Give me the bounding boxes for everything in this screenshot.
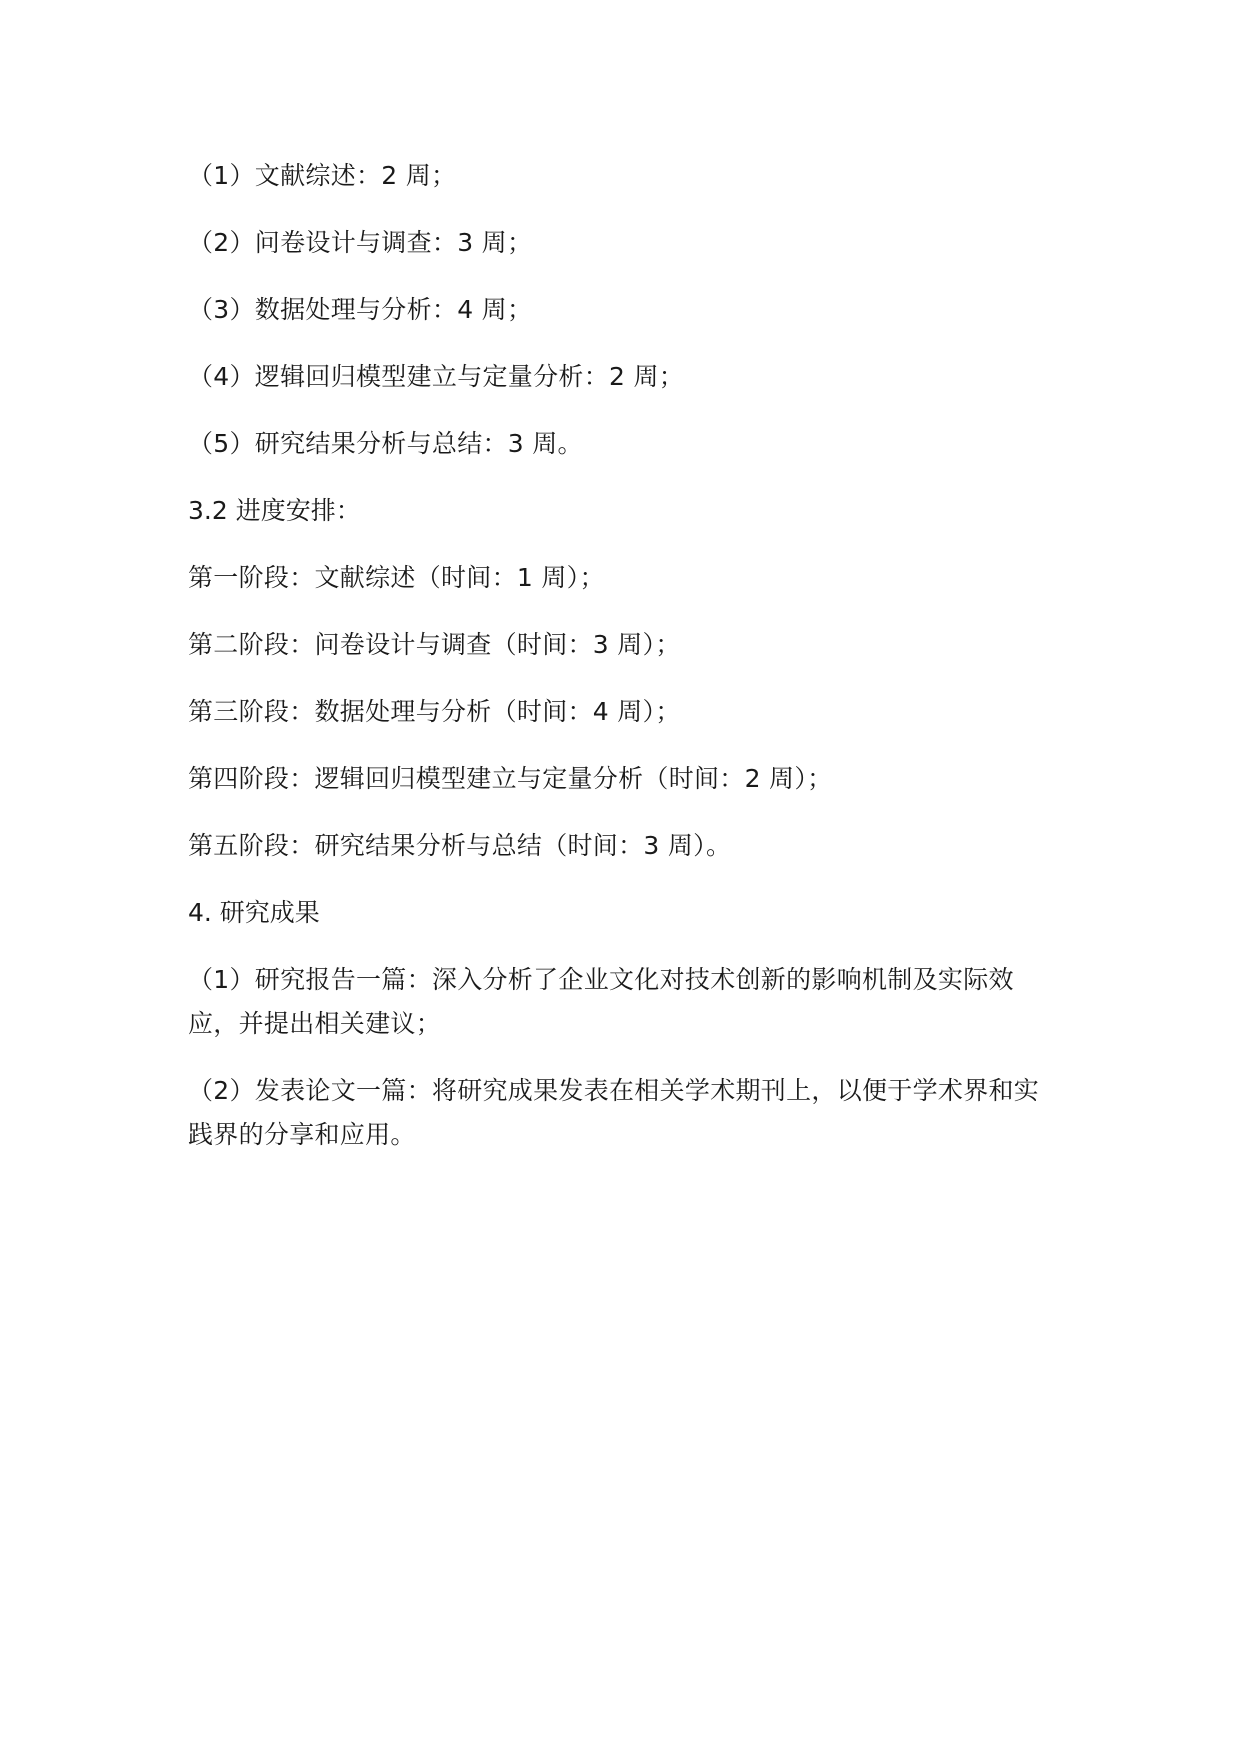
time-item: （4）逻辑回归模型建立与定量分析：2 周；: [188, 362, 685, 391]
stage-item: 第一阶段：文献综述（时间：1 周）；: [188, 563, 605, 592]
time-item: （3）数据处理与分析：4 周；: [188, 295, 533, 324]
schedule-heading: 3.2 进度安排：: [188, 496, 361, 525]
time-item: （1）文献综述：2 周；: [188, 161, 457, 190]
time-item: （5）研究结果分析与总结：3 周。: [188, 429, 583, 458]
time-item: （2）问卷设计与调查：3 周；: [188, 228, 533, 257]
stage-item: 第五阶段：研究结果分析与总结（时间：3 周）。: [188, 831, 732, 860]
stage-item: 第二阶段：问卷设计与调查（时间：3 周）；: [188, 630, 681, 659]
result-item: （2）发表论文一篇：将研究成果发表在相关学术期刊上，以便于学术界和实践界的分享和应用。: [188, 1076, 1040, 1149]
results-heading: 4. 研究成果: [188, 898, 320, 927]
result-item: （1）研究报告一篇：深入分析了企业文化对技术创新的影响机制及实际效应，并提出相关建议；: [188, 965, 1014, 1038]
stage-item: 第三阶段：数据处理与分析（时间：4 周）；: [188, 697, 681, 726]
stage-item: 第四阶段：逻辑回归模型建立与定量分析（时间：2 周）；: [188, 764, 833, 793]
document-body: [188, 154, 1058, 1180]
